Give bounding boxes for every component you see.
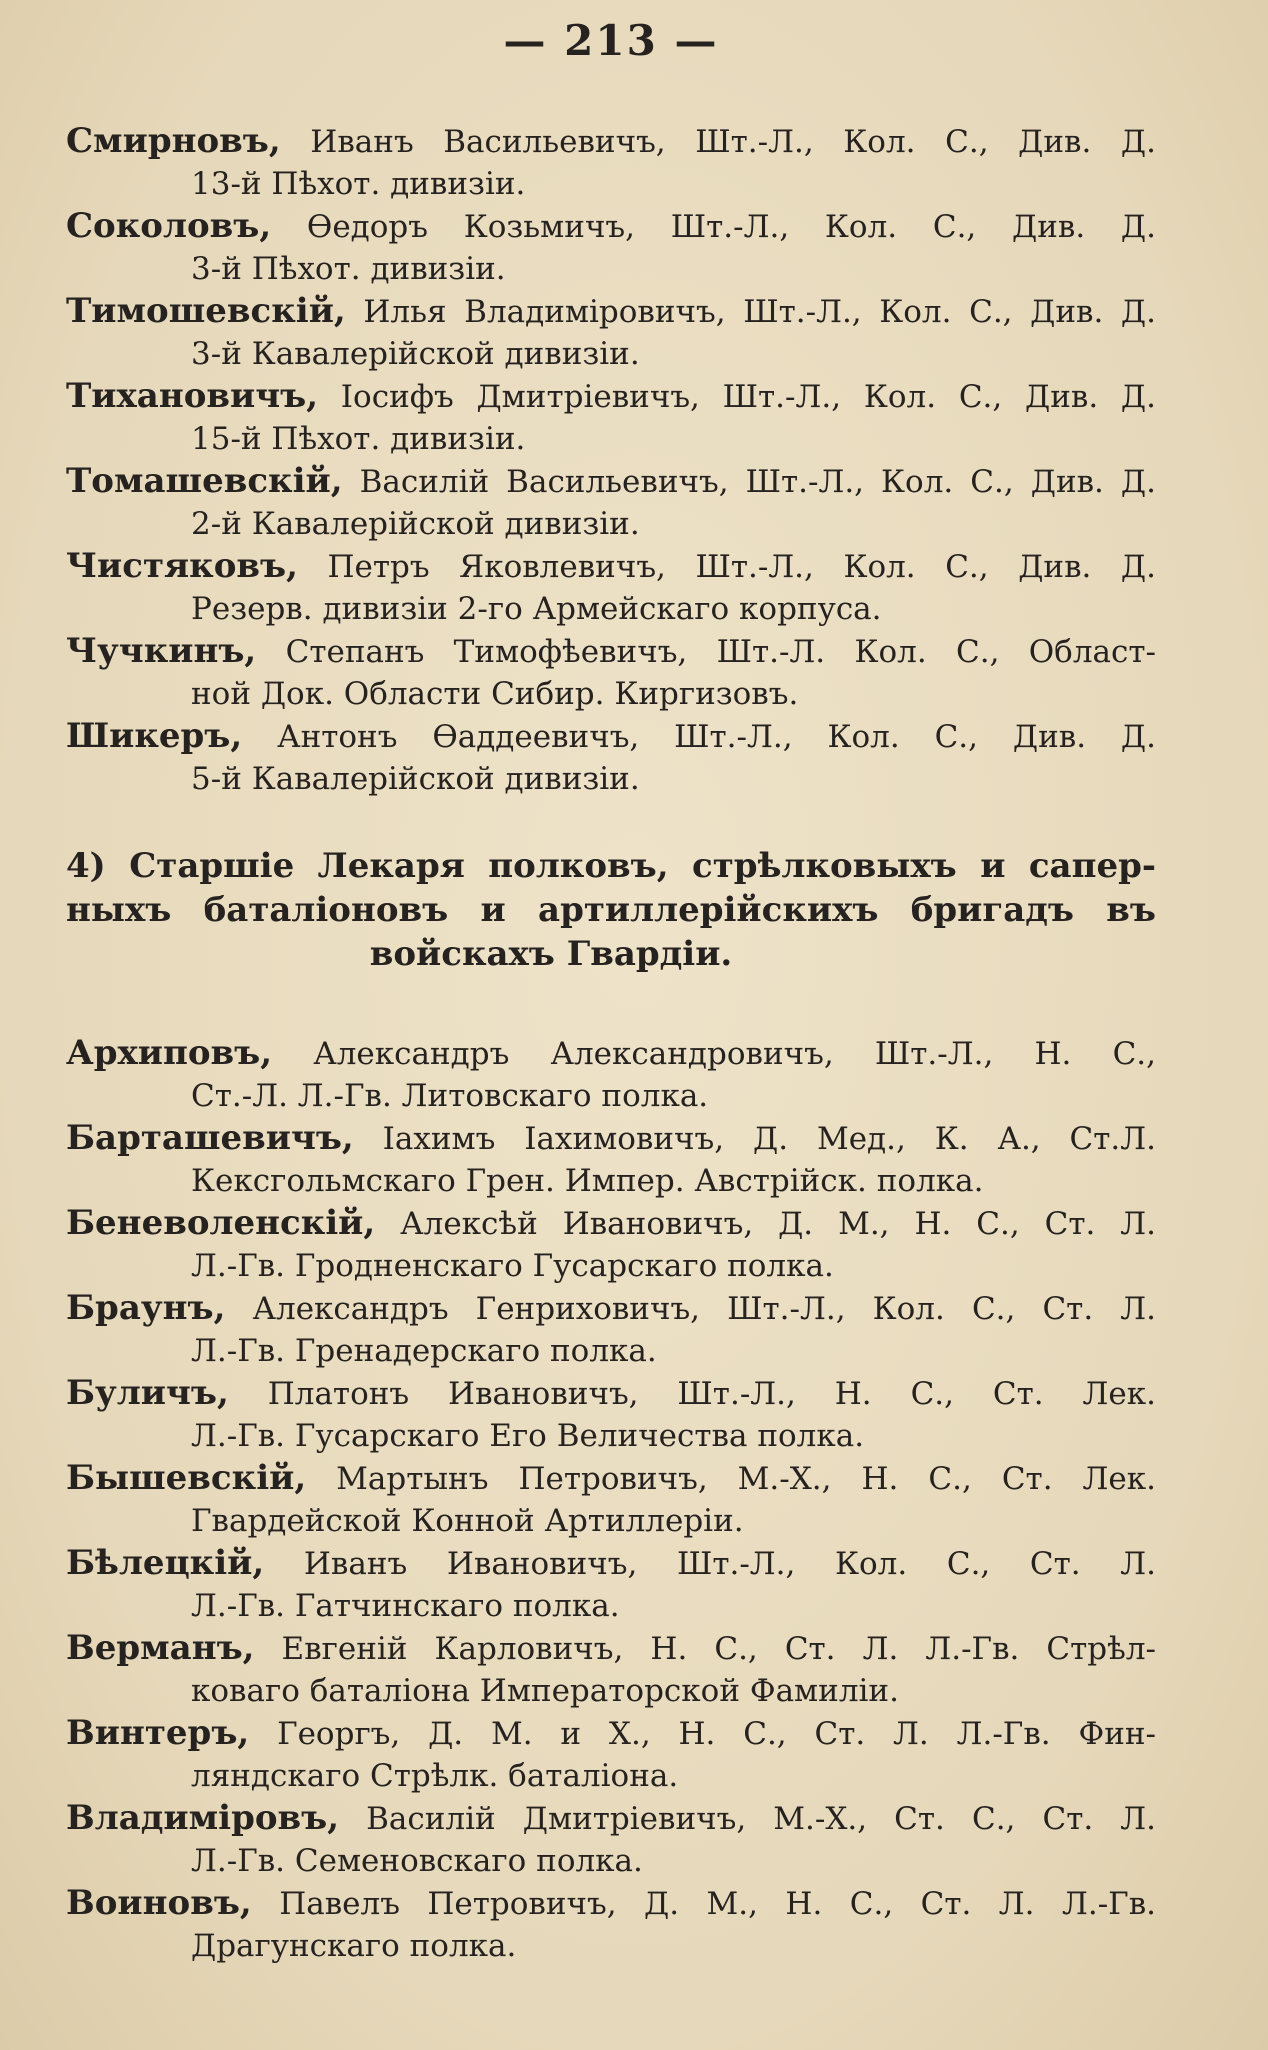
surname: Тихановичъ, bbox=[66, 376, 319, 416]
entry-line-2: 2-й Кавалерійской дивизіи. bbox=[191, 506, 640, 542]
entry-details: Евгеній Карловичъ, Н. С., Ст. Л. Л.-Гв. Стрѣл- bbox=[254, 1631, 1156, 1667]
heading-line-1: 4) Старшіе Лекаря полковъ, стрѣлковыхъ и сапер- bbox=[66, 846, 1156, 886]
surname: Смирновъ, bbox=[66, 121, 281, 161]
surname: Тимошевскій, bbox=[66, 291, 346, 331]
heading-line-3: войскахъ Гвардіи. bbox=[369, 934, 733, 974]
entry-line-1 bbox=[66, 290, 1156, 333]
entry-details: Иванъ Васильевичъ, Шт.-Л., Кол. С., Див. Д. bbox=[280, 124, 1156, 160]
entry-line-2: 15-й Пѣхот. дивизіи. bbox=[191, 421, 526, 457]
list-item bbox=[66, 1542, 1156, 1627]
entry-details: Василій Дмитріевичъ, М.-Х., Ст. С., Ст. Л. bbox=[339, 1801, 1156, 1837]
surname: Браунъ, bbox=[66, 1288, 226, 1328]
list-item bbox=[66, 1117, 1156, 1202]
entry-details: Ѳедоръ Козьмичъ, Шт.-Л., Кол. С., Див. Д. bbox=[271, 209, 1156, 245]
entry-details: Василій Васильевичъ, Шт.-Л., Кол. С., Див. Д. bbox=[342, 464, 1156, 500]
surname: Соколовъ, bbox=[66, 206, 272, 246]
entry-details: Степанъ Тимофѣевичъ, Шт.-Л. Кол. С., Област- bbox=[256, 634, 1156, 670]
entry-line-2: Л.-Гв. Гусарскаго Его Величества полка. bbox=[191, 1418, 865, 1454]
list-item bbox=[66, 545, 1156, 630]
entry-line-1 bbox=[66, 205, 1156, 248]
surname: Винтеръ, bbox=[66, 1713, 250, 1753]
entry-line-1 bbox=[66, 1372, 1156, 1415]
list-item bbox=[66, 1287, 1156, 1372]
entry-details: Петръ Яковлевичъ, Шт.-Л., Кол. С., Див. Д. bbox=[297, 549, 1156, 585]
list-item bbox=[66, 1202, 1156, 1287]
entry-line-2: Кексгольмскаго Грен. Импер. Австрійск. полка. bbox=[191, 1163, 984, 1199]
surname: Буличъ, bbox=[66, 1373, 229, 1413]
entry-details: Александръ Генриховичъ, Шт.-Л., Кол. С., Ст. Л. bbox=[225, 1291, 1156, 1327]
list-item bbox=[66, 1032, 1156, 1117]
entry-line-2: коваго баталіона Императорской Фамиліи. bbox=[191, 1673, 899, 1709]
surname: Архиповъ, bbox=[66, 1033, 273, 1073]
section-1-entries bbox=[66, 120, 1156, 800]
heading-line-2: ныхъ баталіоновъ и артиллерійскихъ бригадъ въ bbox=[66, 890, 1156, 930]
list-item bbox=[66, 715, 1156, 800]
list-item bbox=[66, 1712, 1156, 1797]
list-item bbox=[66, 205, 1156, 290]
surname: Бышевскій, bbox=[66, 1458, 307, 1498]
surname: Владиміровъ, bbox=[66, 1798, 340, 1838]
entry-details: Иванъ Ивановичъ, Шт.-Л., Кол. С., Ст. Л. bbox=[264, 1546, 1156, 1582]
entry-line-1 bbox=[66, 1202, 1156, 1245]
entry-line-1 bbox=[66, 1032, 1156, 1075]
entry-details: Іосифъ Дмитріевичъ, Шт.-Л., Кол. С., Див. Д. bbox=[318, 379, 1156, 415]
entry-details: Александръ Александровичъ, Шт.-Л., Н. С., bbox=[272, 1036, 1156, 1072]
entry-details: Антонъ Ѳаддеевичъ, Шт.-Л., Кол. С., Див. Д. bbox=[242, 719, 1156, 755]
entry-line-1 bbox=[66, 1457, 1156, 1500]
entry-line-1 bbox=[66, 1627, 1156, 1670]
entry-line-1 bbox=[66, 120, 1156, 163]
list-item bbox=[66, 460, 1156, 545]
entry-details: Мартынъ Петровичъ, М.-Х., Н. С., Ст. Лек. bbox=[306, 1461, 1156, 1497]
entry-line-1 bbox=[66, 545, 1156, 588]
entry-line-2: 3-й Кавалерійской дивизіи. bbox=[191, 336, 640, 372]
entry-line-1 bbox=[66, 1797, 1156, 1840]
entry-line-1 bbox=[66, 1712, 1156, 1755]
surname: Барташевичъ, bbox=[66, 1118, 354, 1158]
entry-line-1 bbox=[66, 1882, 1156, 1925]
entry-line-2: Л.-Гв. Гатчинскаго полка. bbox=[191, 1588, 620, 1624]
entry-line-2: Л.-Гв. Семеновскаго полка. bbox=[191, 1843, 643, 1879]
list-item bbox=[66, 1627, 1156, 1712]
entry-line-2: Драгунскаго полка. bbox=[191, 1928, 517, 1964]
list-item bbox=[66, 1797, 1156, 1882]
entry-details: Павелъ Петровичъ, Д. М., Н. С., Ст. Л. Л.-Гв. bbox=[251, 1886, 1156, 1922]
entry-details: Георгъ, Д. М. и Х., Н. С., Ст. Л. Л.-Гв. Фин- bbox=[249, 1716, 1156, 1752]
entry-line-2: ляндскаго Стрѣлк. баталіона. bbox=[191, 1758, 679, 1794]
entry-line-2: Л.-Гв. Гренадерскаго полка. bbox=[191, 1333, 657, 1369]
entry-line-1 bbox=[66, 460, 1156, 503]
surname: Чучкинъ, bbox=[66, 631, 257, 671]
list-item bbox=[66, 630, 1156, 715]
entry-line-1 bbox=[66, 1542, 1156, 1585]
entry-details: Іахимъ Іахимовичъ, Д. Мед., К. А., Ст.Л. bbox=[353, 1121, 1156, 1157]
entry-line-2: 13-й Пѣхот. дивизіи. bbox=[191, 166, 526, 202]
surname: Беневоленскій, bbox=[66, 1203, 376, 1243]
list-item bbox=[66, 1457, 1156, 1542]
entry-line-2: 3-й Пѣхот. дивизіи. bbox=[191, 251, 506, 287]
section-heading bbox=[66, 844, 1156, 976]
entry-line-2: 5-й Кавалерійской дивизіи. bbox=[191, 761, 640, 797]
surname: Бѣлецкій, bbox=[66, 1543, 265, 1583]
list-item bbox=[66, 375, 1156, 460]
entry-line-1 bbox=[66, 715, 1156, 758]
entry-details: Алексѣй Ивановичъ, Д. М., Н. С., Ст. Л. bbox=[375, 1206, 1156, 1242]
surname: Шикеръ, bbox=[66, 716, 243, 756]
entry-line-2: Ст.-Л. Л.-Гв. Литовскаго полка. bbox=[191, 1078, 709, 1114]
page-number: — 213 — bbox=[503, 16, 719, 65]
entry-line-1 bbox=[66, 1117, 1156, 1160]
entry-details: Платонъ Ивановичъ, Шт.-Л., Н. С., Ст. Лек. bbox=[228, 1376, 1156, 1412]
entry-line-2: ной Док. Области Сибир. Киргизовъ. bbox=[191, 676, 799, 712]
entry-details: Илья Владиміровичъ, Шт.-Л., Кол. С., Див. Д. bbox=[345, 294, 1156, 330]
list-item bbox=[66, 120, 1156, 205]
list-item bbox=[66, 1372, 1156, 1457]
surname: Чистяковъ, bbox=[66, 546, 298, 586]
entry-line-2: Л.-Гв. Гродненскаго Гусарскаго полка. bbox=[191, 1248, 834, 1284]
entry-line-2: Гвардейской Конной Артиллеріи. bbox=[191, 1503, 744, 1539]
section-2-entries bbox=[66, 1032, 1156, 1967]
entry-line-1 bbox=[66, 630, 1156, 673]
surname: Воиновъ, bbox=[66, 1883, 252, 1923]
surname: Верманъ, bbox=[66, 1628, 255, 1668]
entry-line-1 bbox=[66, 1287, 1156, 1330]
entry-line-1 bbox=[66, 375, 1156, 418]
list-item bbox=[66, 290, 1156, 375]
list-item bbox=[66, 1882, 1156, 1967]
entry-line-2: Резерв. дивизіи 2-го Армейскаго корпуса. bbox=[191, 591, 882, 627]
surname: Томашевскій, bbox=[66, 461, 343, 501]
